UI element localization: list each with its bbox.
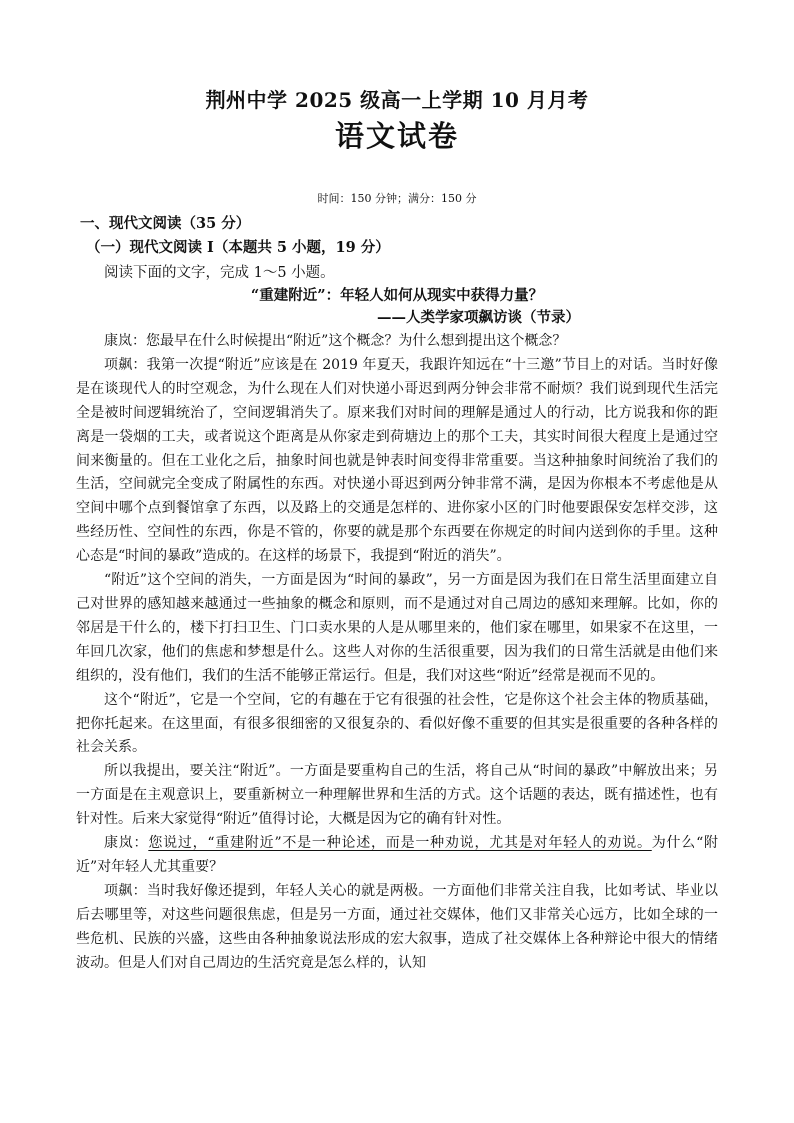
subsection-heading: （一）现代文阅读 I（本题共 5 小题，19 分） [86,239,390,256]
article-paragraph: 项飙：当时我好像还提到，年轻人关心的就是两极。一方面他们非常关注自我，比如考试、毕业以后去哪里等，对这些问题很焦虑，但是另一方面，通过社交媒体，他们又非常关心远方，比如全球的一些危机、民族的兴盛，这些由各种抽象说法形成的宏大叙事，造成了社交媒体上各种辩论中很大的情绪波动。但是人们对自己周边的生活究竟是怎么样的，认知 [76,882,718,971]
reading-instruction: 阅读下面的文字，完成 1～5 小题。 [104,265,335,281]
exam-title: 荆州中学 2025 级高一上学期 10 月月考 [205,88,589,112]
article-title: “重建附近”：年轻人如何从现实中获得力量？ [250,287,544,304]
article-paragraph: 康岚：您最早在什么时候提出“附近”这个概念？为什么想到提出这个概念？ [104,333,567,349]
article-paragraph-question [76,832,718,880]
article-paragraph: “附近”这个空间的消失，一方面是因为“时间的暴政”，另一方面是因为我们在日常生活里面建立自己对世界的感知越来越通过一些抽象的概念和原则，而不是通过对自己周边的感知来理解。比如，你的邻居是干什么的，楼下打扫卫生、门口卖水果的人是从哪里来的，他们家在哪里，如果家不在这里，一年回几次家，他们的焦虑和梦想是什么。这些人对你的生活很重要，因为我们的日常生活就是由他们来组织的，没有他们，我们的生活不能够正常运行。但是，我们对这些“附近”经常是视而不见的。 [76,572,718,684]
article-subtitle: ——人类学家项飙访谈（节录） [377,309,580,326]
section-heading: 一、现代文阅读（35 分） [80,215,251,232]
article-paragraph: 所以我提出，要关注“附近”。一方面是要重构自己的生活，将自己从“时间的暴政”中解放出来；另一方面是在主观意识上，要重新树立一种理解世界和生活的方式。这个话题的表达，既有描述性，也有针对性。后来大家觉得“附近”值得讨论，大概是因为它的确有针对性。 [76,763,718,828]
exam-subject-title: 语文试卷 [334,119,459,153]
article-body [76,330,718,975]
question-text: 为什么“附近”对年轻人尤其重要？ [76,835,719,875]
underlined-quote: 您说过，“重建附近”不是一种论述，而是一种劝说，尤其是对年轻人的劝说。 [148,835,652,852]
exam-time-score: 时间：150 分钟；满分：150 分 [317,192,477,205]
article-paragraph: 项飙：我第一次提“附近”应该是在 2019 年夏天，我跟许知远在“十三邀”节目上的对话。当时好像是在谈现代人的时空观念，为什么现在人们对快递小哥迟到两分钟会非常不耐烦？我们说到现代生活完全是被时间逻辑统治了，空间逻辑消失了。原来我们对时间的理解是通过人的行动，比方说我和你的距离是一袋烟的工夫，或者说这个距离是从你家走到荷塘边上的那个工夫，其实时间很大程度上是通过空间来衡量的。但在工业化之后，抽象时间也就是钟表时间变得非常重要。当这种抽象时间统治了我们的生活，空间就完全变成了附属性的东西。对快递小哥迟到两分钟非常不满，是因为你根本不考虑他是从空间中哪个点到餐馆拿了东西，以及路上的交通是怎样的、进你家小区的门时他要跟保安怎样交涉，这些经历性、空间性的东西，你是不管的，你要的就是那个东西要在你规定的时间内送到你的手里。这种心态是“时间的暴政”造成的。在这样的场景下，我提到“附近的消失”。 [76,356,718,565]
article-paragraph: 这个“附近”，它是一个空间，它的有趣在于它有很强的社会性，它是你这个社会主体的物质基础，把你托起来。在这里面，有很多很细密的又很复杂的、看似好像不重要的但其实是很重要的各种各样的社会关系。 [76,691,718,756]
speaker-label: 康岚： [104,835,149,852]
